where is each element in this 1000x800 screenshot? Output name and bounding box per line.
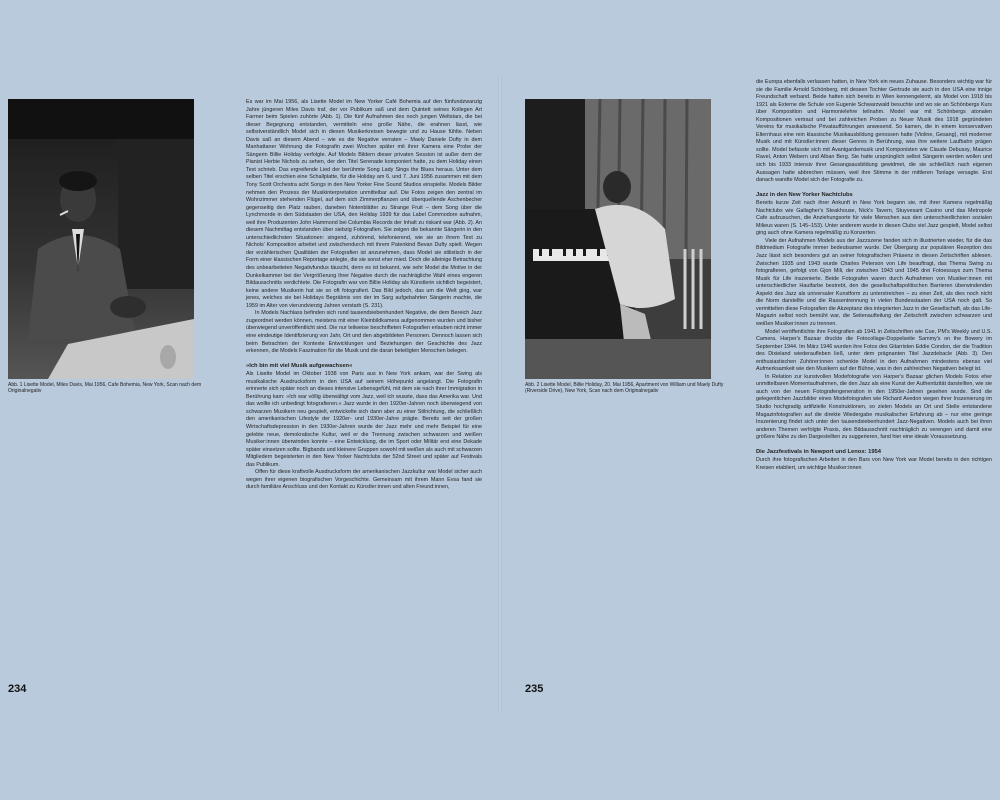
section-heading: »Ich bin mit viel Musik aufgewachsen« bbox=[246, 362, 353, 369]
paragraph: Als Lisette Model im Oktober 1938 von Paris aus in New York ankam, war der Swing als musikalische Ausdrucksform in den USA auf seinem Höhepunkt angelangt. Die Fotografin erinnerte sich später noch an dieses intensive Lebensgefühl, mit dem sie nach ihrer Immigration in Berührung kam: »Ich war völlig überwältigt vom Jazz, weil ich wusste, dass das Amerika war. Und das wollte ich unbedingt fotografieren.« Jazz wurde in den 1920er-Jahren noch überwiegend von schwarzen Musikern neu gespielt, entwickelte sich dann aber zu einer Stilrichtung, die schließlich den amerikanischen Lifestyle der 1920er- und 1930er-Jahre prägte. Bereits seit der großen Wirtschaftsdepression in den 1930er-Jahren wurde der Jazz mehr und mehr Beispiel für eine gelebte neue, demokratische Kultur, weil er die Trennung zwischen schwarzen und weißen Musiker:innen überwinden konnte – eine Entwicklung, die im Sport oder Militär erst eine Dekade später einsetzen sollte. Bigbands und kleinere Gruppen sowohl mit weißen als auch mit schwarzen Mitgliedern begeisterten in den New Yorker Nachtclubs der 52nd Street und später auf Festivals das Publikum. bbox=[246, 371, 482, 468]
paragraph: In Models Nachlass befinden sich rund tausendsiebenhundert Negative, die dem Bereich Jazz zugeordnet werden können, meistens mit einer Kleinbildkamera aufgenommen wurden und bisher überwiegend unveröffentlicht sind. Die nur teilweise beschrifteten Fotografien erlauben nicht immer eine eindeutige Identifizierung von Jahr, Ort und den abgebildeten Personen. Dennoch lassen sich beim Betrachten der Kontexte Entwicklungen und Beziehungen der Geschichte des Jazz erkennen, die Models Faszination für die Musik und die daran beteiligten Menschen belegen. bbox=[246, 310, 482, 355]
text-column bbox=[756, 79, 992, 707]
section-heading: Jazz in den New Yorker Nachtclubs bbox=[756, 191, 853, 198]
photograph-billie-holiday-icon bbox=[525, 99, 711, 379]
book-spread bbox=[0, 77, 1000, 713]
paragraph: Viele der Aufnahmen Models aus der Jazzszene fanden sich in illustrierten wieder, für die das Bildmedium Fotografie immer bedeutsamer wurde. Der Übergang zur populären Rezeption des Jazz lässt sich besonders gut an seiner fotografischen Präsenz in diesen Zeitschriften ablesen. Zwischen 1935 und 1943 wurde Charles Peterson von Life beauftragt, das Thema Swing zu fotografieren, gefolgt von Gjon Mili, der zwischen 1943 und 1945 drei Fotoessays zum Thema Musik für Life inszenierte. Beide Fotografen waren durch Aufnahmen von Musiker:innen mit unterschiedlicher Hautfarbe bestrebt, den die gesellschaftspolitischen Barrieren überwindenden Aspekt des Jazz als universaler Kunstform zu unterstreichen – zu einer Zeit, als dies noch nicht die Norm darstellte und die Rassentrennung in vielen Bundesstaaten der USA noch galt. So vermittelten diese Fotografien die Akzeptanz des integrierten Jazz in der Gesellschaft, als das Life-Magazin selbst noch bemüht war, die Seitenaufteilung der Zeitschrift zwischen schwarzen und weißen Musiker:innen zu trennen. bbox=[756, 237, 992, 327]
paragraph: die Europa ebenfalls verlassen hatten, in New York ein neues Zuhause. Besonders wichtig war für sie die Familie Arnold Schönberg, mit dessen Tochter Gertrude sie auch in den USA eine innige Freundschaft verband. Beide hatten sich bereits in Wien kennengelernt, als Model von 1918 bis 1921 als Externe die Schule von Eugenie Schwarzwald besuchte und wo sie an Schönbergs Kurs über Komposition und Harmonielehre teilnahm. Model war mit Schönbergs atonalen Kompositionen vertraut und bei zahlreichen Proben zu Neuer Musik des 1918 gegründeten Vereins für musikalische Privataufführungen anwesend. So kamen, die in einem konservativen Elternhaus eine rein klassische Musikausbildung genossen hatte (Violine, Gesang), mit moderner Musik und mit Künstler:innen dieser Genres in Berührung, was ihre weitere Laufbahn prägen sollte. Model befasste sich mit Avantgardemusik und Komponisten wie Claude Debussy, Maurice Ravel, Anton Webern und Alban Berg. Sie hatte ursprünglich selbst Sängerin werden wollen und sich bis 1933 intensiv ihrer Gesangsausbildung gewidmet, die sie schließlich nach eigenen Aussagen hatte abbrechen müssen, weil ihre Stimme in der mittleren Tonlage versagte. Erst danach wandte Model sich der Fotografie zu. bbox=[756, 79, 992, 184]
paragraph: Model veröffentlichte ihre Fotografien ab 1941 in Zeitschriften wie Cue, PM's Weekly und U.S. Camera. Harper's Bazaar druckte die Fotocollage-Doppelseite Sammy's on the Bowery im September 1944. Im März 1946 wurden ihre Fotos des Gitarristen Eddie Condon, der die Tradition des Dixieland wiederaufleben ließ, unter dem prägnanten Titel Jazzdebacle (Abb. 3). Den enthusiastischen Zuhörer:innen schenkte Model in den Aufnahmen mindestens ebenso viel Aufmerksamkeit wie den Musikern auf der Bühne, was in den zahlreichen Negativen belegt ist. bbox=[756, 328, 992, 373]
page-number: 235 bbox=[525, 683, 544, 695]
paragraph: Offen für diese kraftvolle Ausdrucksform der amerikanischen Jazzkultur war Model sicher auch wegen ihrer eigenen biografischen Vorgeschichte. Gemeinsam mit ihrem Mann Evsa fand sie durch familiäre Anschluss und den Kontakt zu Künstler:innen und alten Freund:innen, bbox=[246, 469, 482, 491]
right-page bbox=[500, 77, 1000, 713]
paragraph: Durch ihre fotografischen Arbeiten in den Bars von New York war Model bereits in den richtigen Kreisen etabliert, um wichtige Musiker:innen bbox=[756, 457, 992, 471]
figure-caption: Abb. 1 Lisette Model, Miles Davis, Mai 1956, Cafe Bohemia, New York, Scan nach dem Originalnegativ bbox=[8, 382, 202, 395]
page-number: 234 bbox=[8, 683, 27, 695]
paragraph: Bereits kurze Zeit nach ihrer Ankunft in New York begann sie, mit ihrer Kamera regelmäßig Nachtclubs wie Gallagher's Steakhouse, Nick's Tavern, Stuyvesant Casino und das Metropole Cafe aufzusuchen, die Anziehungsorte für viele Menschen aus den unterschiedlichsten sozialen Milieus waren (S. 145–153). Unter anderem wurde in diesen Clubs viel Jazz gespielt, Model selbst ging auch ohne Kamera regelmäßig zu Konzerten. bbox=[756, 200, 992, 237]
text-column bbox=[246, 99, 482, 699]
photo-billie-holiday bbox=[525, 99, 711, 379]
photograph-miles-davis-icon bbox=[8, 99, 194, 379]
paragraph: In Relation zur kunstvollen Modefotografie von Harper's Bazaar glichen Models Fotos eher unmittelbaren Momentaufnahmen, die den Jazz als eine Kunst der Authentizität darstellten, wie sie auch von der neuen Fotografengeneration in den 1950er-Jahren gesehen wurde. Sind die gelegentlichen Jazzbilder eines Modefotografen wie Richard Avedon wegen ihrer Inszenierung im Studio hochgradig artifizielle Konstruktionen, so zielen Models an Ort und Stelle entstandene Magazinfotografien auf die direkte Wiedergabe musikalischer Erfahrung ab – nur eine geringe Inszenierung findet sich unter den tausendsiebenhundert Jazz-Negativen. Models auch bei ihren anderen Themen verfolgte Praxis, den Bildausschnitt nachträglich zu verengen und damit eine größere Nähe zu den Dargestellten zu suggerieren, fand hier eine ideale Voraussetzung. bbox=[756, 373, 992, 441]
figure-caption: Abb. 2 Lisette Model, Billie Holiday, 20. Mai 1956, Apartment von William und Maely Dufty (Riverside Drive), New York, Scan nach dem Originalnegativ bbox=[525, 382, 724, 395]
photo-miles-davis bbox=[8, 99, 194, 379]
section-heading: Die Jazzfestivals in Newport und Lenox: 1954 bbox=[756, 448, 881, 455]
paragraph: Es war im Mai 1956, als Lisette Model im New Yorker Café Bohemia auf den fünfundzwanzig Jahre jüngeren Miles Davis traf, der vor Publikum saß und dem Quintett seines Kollegen Art Farmer beim Spielen zuhörte (Abb. 1). Die fünf Aufnahmen des noch jungen Weltstars, die bei dieser Begegnung entstanden, vermitteln eine große Nähe, die erahnen lässt, wie selbstverständlich Model sich in diesen Musikerkreisen bewegte und zu Hause fühlte. Neben Davis saß an diesem Abend – wie es die Negative verraten – Maely Daniele Dufty in dem Manhattaner Wohnung die Fotografin zwei Wochen später mit ihrer Kamera eine Probe der Sängerin Billie Holiday verfolgte. Auf Models Bildern dieser privaten Session ist außer dem der Pianist Herbie Nichols zu sehen, der den Titel Serenade komponiert hatte, zu dem Holiday einen Text schrieb. Das ergreifende Lied der berühmte Song Lady Sings the Blues heraus. Unter dem selben Titel erschien eine Schallplatte, für die Holiday am 6. und 7. Juni 1956 zusammen mit dem Tony Scott Orchestra acht Songs in den New Yorker Fine Sound Studios einspielte. Models Bilder nehmen den Prozess der Musikinterpretation unmittelbar auf. Die Fotos zeigen den zentral im Wohnzimmer stehenden Flügel, auf dem sich Zimmerpflanzen und überquellende Aschenbecher gegenseitig den Platz rauben, daneben Notenblätter zu Strange Fruit – dem Song über die Lynchmorde in den Südstaaten der USA, den Holiday 1939 für das Label Commodore aufnahm, weil ihre Produzenten John Hammond bei Columbia Records der Inhalt zu riskant war (Abb. 2). An diesem Nachmittag entstanden über siebzig Fotografien. Sie zeigen die bekannte Sängerin in den unterschiedlichsten Situationen: singend, zuhörend, telefonierend, wie sie an ihrem Text zu Nichols' Komposition arbeitet und zwischendurch mit ihrem Patenkind Bevan Dufty spielt. Wegen der erzählerischen Qualitäten der Fotografien ist anzunehmen, dass Model sie stilistisch in der Form einer klassischen Reportage anlegte, die sie sonst eher mied. Doch die alleinige Betrachtung des unbearbeiteten Negativfundus täuscht, denn es ist bekannt, wie sehr Model die Motive in der Dunkelkammer bei der Vergrößerung ihrer Negative durch die nachträgliche Wahl eines engeren Bildausschnitts verdichtete. Die Fotografin war von Billie Holiday als Künstlerin sichtlich begeistert, keine andere Musikerin hat sie so oft fotografiert. Das Bild jedoch, das um die Welt ging, war jenes, welches sie bei Holidays Begräbnis von der im Sarg aufgebahrten Sängerin machte, die 1959 im Alter von vierundvierzig Jahren verstarb (S. 231). bbox=[246, 99, 482, 309]
left-page bbox=[0, 77, 500, 713]
